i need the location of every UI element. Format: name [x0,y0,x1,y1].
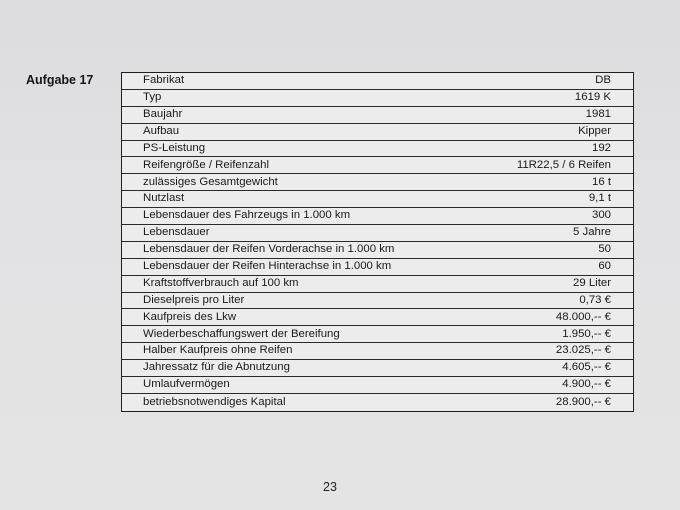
row-value: Kipper [578,124,611,137]
row-label: Lebensdauer des Fahrzeugs in 1.000 km [143,209,351,222]
row-label: Kaufpreis des Lkw [143,310,237,323]
row-value: 29 Liter [573,276,611,289]
table-row [122,107,633,124]
row-value: 48.000,-- € [555,310,611,323]
table-row [122,191,633,208]
table-row [122,309,633,326]
row-value: 16 t [592,175,611,188]
row-value: 23.025,-- € [555,344,611,357]
row-value: 1981 [585,108,611,121]
row-label: Halber Kaufpreis ohne Reifen [143,344,293,357]
table-row [122,242,633,259]
table-row [122,276,633,293]
table-row [122,90,633,107]
table-row [122,225,633,242]
row-label: zulässiges Gesamtgewicht [143,175,278,188]
row-label: Jahressatz für die Abnutzung [143,361,290,374]
row-label: Wiederbeschaffungswert der Bereifung [143,327,340,340]
row-label: Typ [143,91,162,104]
row-label: Kraftstoffverbrauch auf 100 km [143,276,299,289]
row-label: PS-Leistung [143,141,206,154]
row-value: 1.950,-- € [562,327,611,340]
table-row [122,208,633,225]
row-label: Dieselpreis pro Liter [143,293,245,306]
table-row [122,377,633,394]
row-value: 60 [598,260,611,273]
table-row [122,124,633,141]
page-number: 23 [323,480,337,494]
row-value: 0,73 € [579,293,611,306]
row-value: 1619 K [574,91,611,104]
table-row [122,73,633,90]
row-label: Nutzlast [143,192,185,205]
row-value: 9,1 t [588,192,611,205]
row-label: Baujahr [143,108,183,121]
table-row [122,326,633,343]
row-value: 4.900,-- € [562,378,611,391]
row-label: Lebensdauer der Reifen Hinterachse in 1.000 km [143,260,392,273]
table-row [122,360,633,377]
row-label: Aufbau [143,124,180,137]
row-label: Lebensdauer der Reifen Vorderachse in 1.000 km [143,243,395,256]
row-label: Fabrikat [143,74,185,87]
row-label: Reifengröße / Reifenzahl [143,158,269,171]
row-label: Lebensdauer [143,226,210,239]
row-value: 5 Jahre [573,226,611,239]
table-row [122,394,633,411]
row-value: 28.900,-- € [555,395,611,408]
row-value: 50 [598,243,611,256]
row-value: DB [595,74,611,87]
table-row [122,259,633,276]
row-value: 192 [591,141,611,154]
task-label: Aufgabe 17 [26,73,94,87]
row-value: 300 [591,209,611,222]
row-label: betriebsnotwendiges Kapital [143,395,286,408]
row-label: Umlaufvermögen [143,378,230,391]
table-row [122,174,633,191]
table-row [122,343,633,360]
table-row [122,141,633,158]
row-value: 11R22,5 / 6 Reifen [516,158,611,171]
table-row [122,157,633,174]
row-value: 4.605,-- € [562,361,611,374]
vehicle-data-table [121,72,634,412]
table-row [122,293,633,310]
